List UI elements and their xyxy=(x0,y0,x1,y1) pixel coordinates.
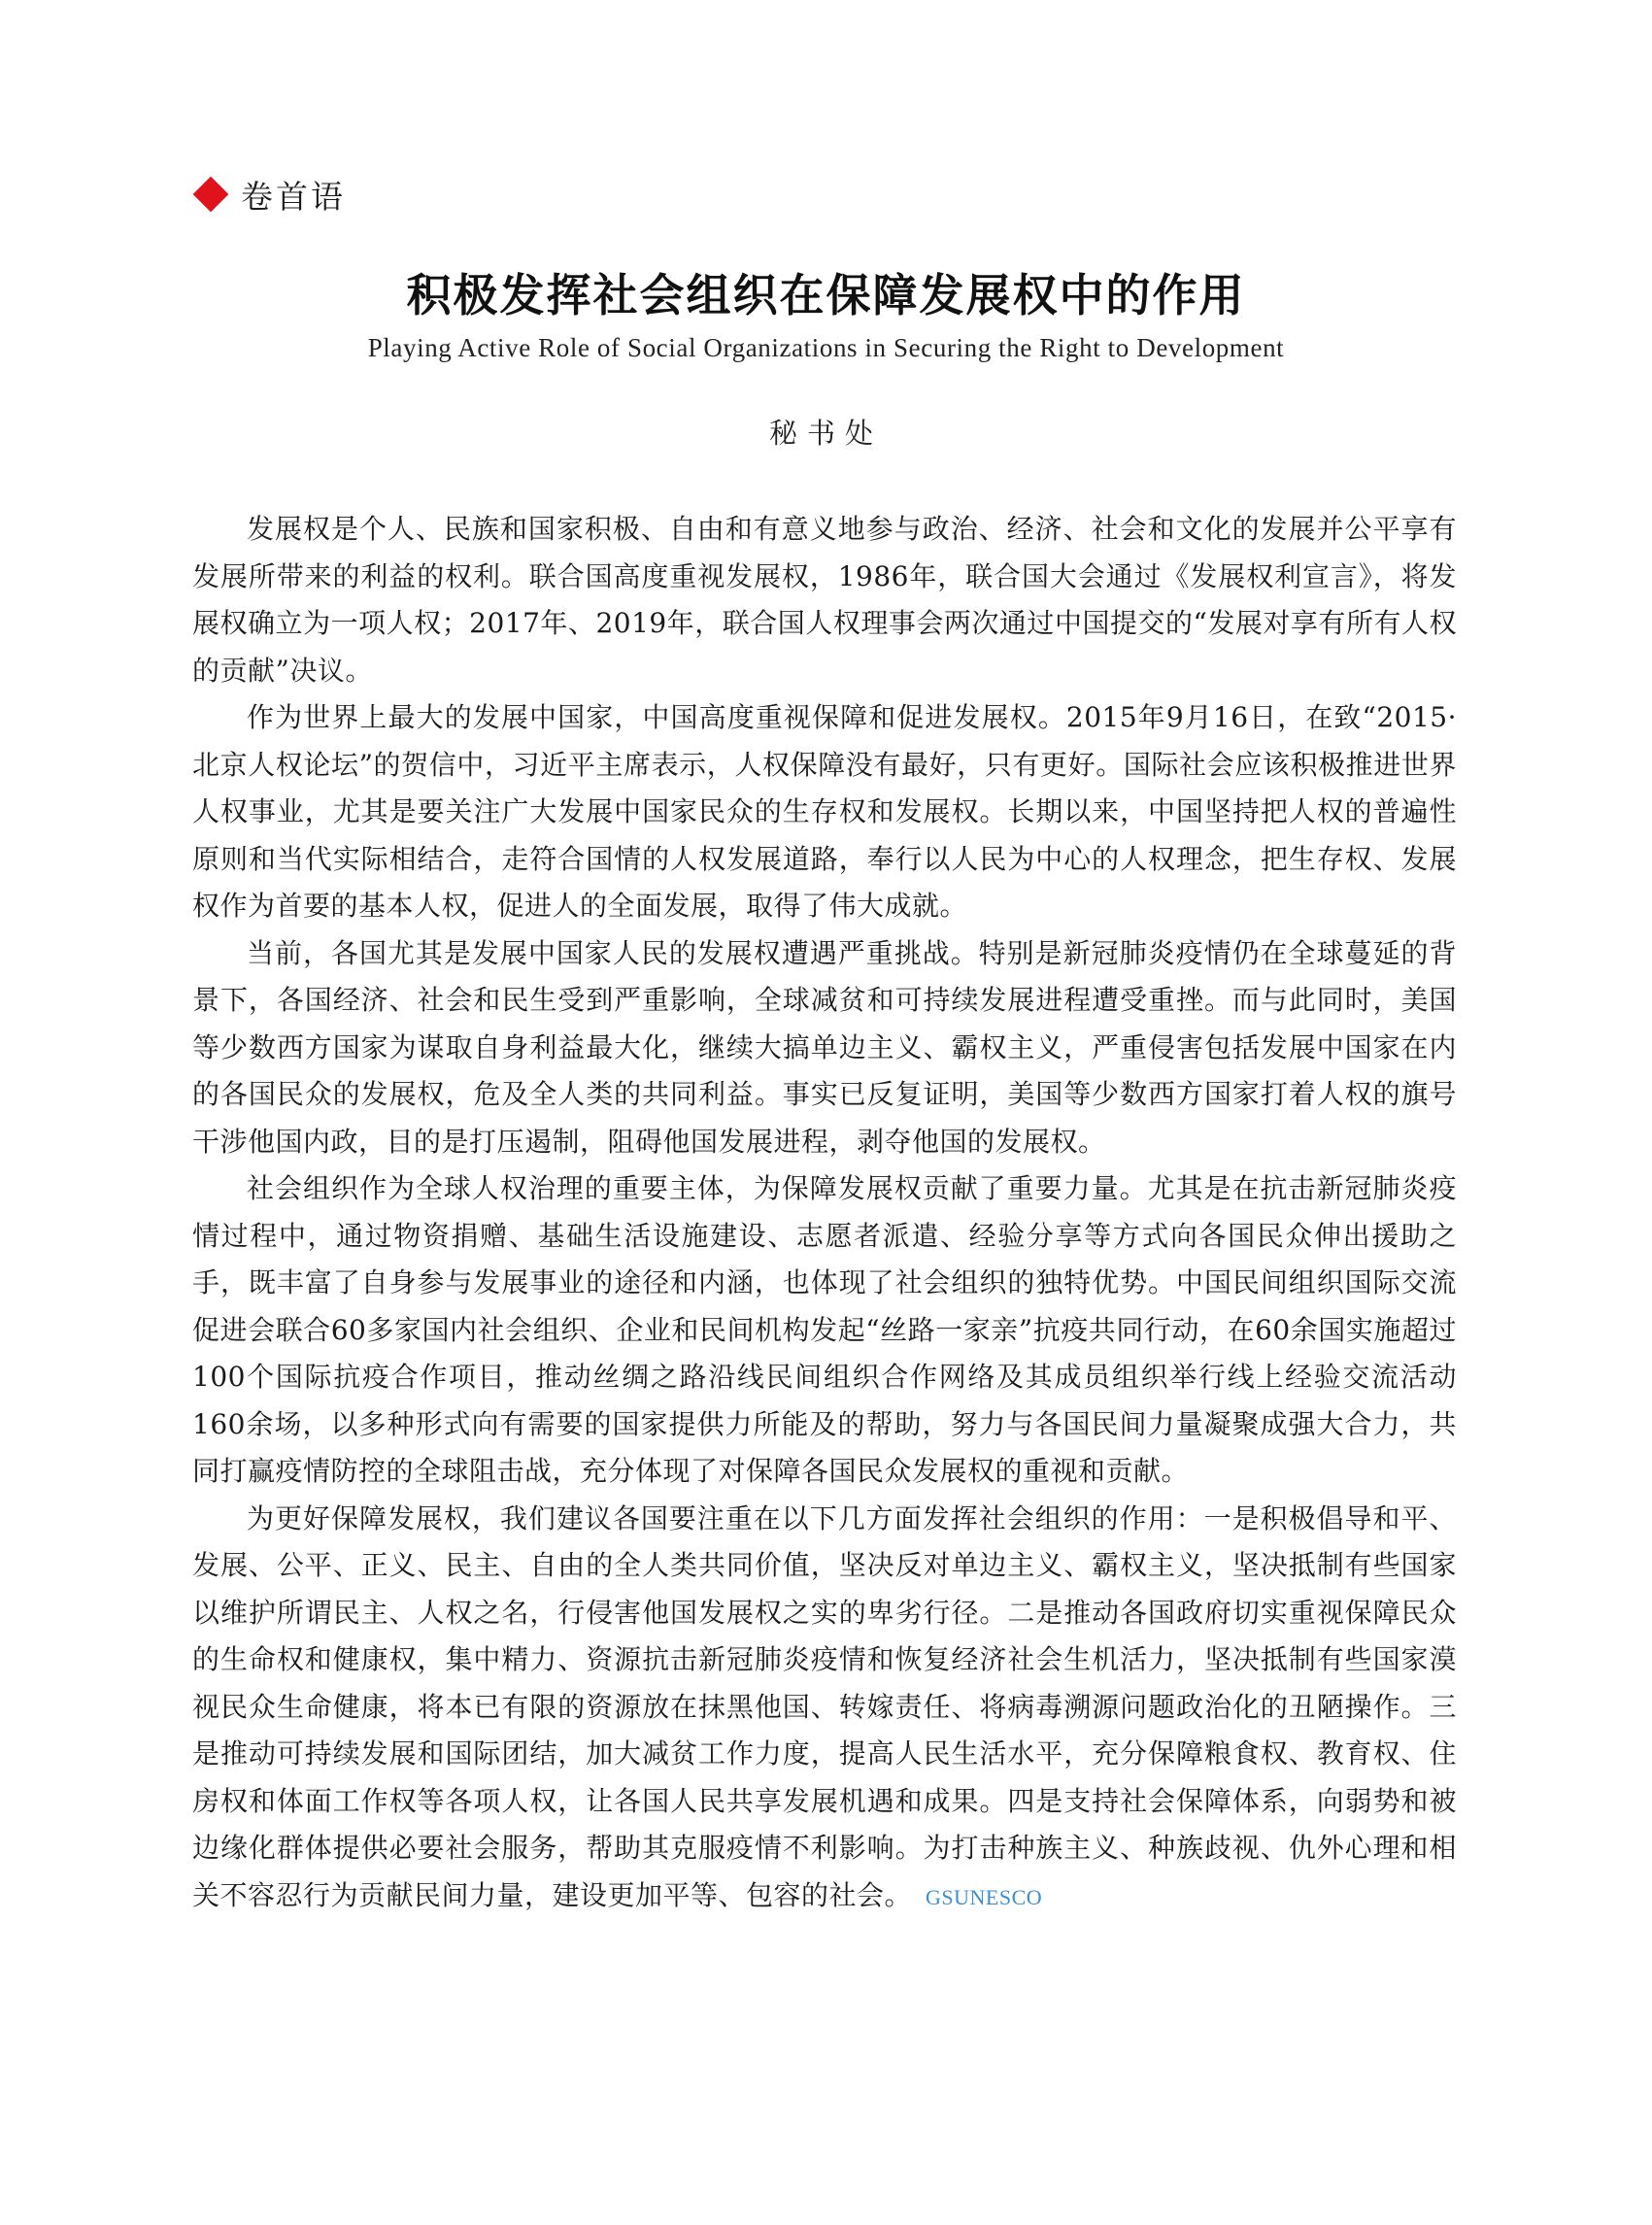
paragraph-text: 为更好保障发展权，我们建议各国要注重在以下几方面发挥社会组织的作用：一是积极倡导和平、发展、公平、正义、民主、自由的全人类共同价值，坚决反对单边主义、霸权主义，坚决抵制有些国家以维护所谓民主、人权之名，行侵害他国发展权之实的卑劣行径。二是推动各国政府切实重视保障民众的生命权和健康权，集中精力、资源抗击新冠肺炎疫情和恢复经济社会生机活力，坚决抵制有些国家漠视民众生命健康，将本已有限的资源放在抹黑他国、转嫁责任、将病毒溯源问题政治化的丑陋操作。三是推动可持续发展和国际团结，加大减贫工作力度，提高人民生活水平，充分保障粮食权、教育权、住房权和体面工作权等各项人权，让各国人民共享发展机遇和成果。四是支持社会保障体系，向弱势和被边缘化群体提供必要社会服务，帮助其克服疫情不利影响。为打击种族主义、种族歧视、仇外心理和相关不容忍行为贡献民间力量，建设更加平等、包容的社会。 xyxy=(192,1501,1457,1911)
paragraph: 作为世界上最大的发展中国家，中国高度重视保障和促进发展权。2015年9月16日，在致“2015·北京人权论坛”的贺信中，习近平主席表示，人权保障没有最好，只有更好。国际社会应该积极推进世界人权事业，尤其是要关注广大发展中国家民众的生存权和发展权。长期以来，中国坚持把人权的普遍性原则和当代实际相结合，走符合国情的人权发展道路，奉行以人民为中心的人权理念，把生存权、发展权作为首要的基本人权，促进人的全面发展，取得了伟大成就。 xyxy=(192,701,1457,922)
source-tag: GSUNESCO xyxy=(926,1884,1043,1909)
diamond-icon xyxy=(193,177,229,213)
article-title: 积极发挥社会组织在保障发展权中的作用 xyxy=(406,269,1246,321)
article-body xyxy=(192,506,1457,1921)
article-subtitle-english: Playing Active Role of Social Organizations in Securing the Right to Development xyxy=(367,333,1285,362)
paragraph: 当前，各国尤其是发展中国家人民的发展权遭遇严重挑战。特别是新冠肺炎疫情仍在全球蔓延的背景下，各国经济、社会和民生受到严重影响，全球减贫和可持续发展进程遭受重挫。而与此同时，美国等少数西方国家为谋取自身利益最大化，继续大搞单边主义、霸权主义，严重侵害包括发展中国家在内的各国民众的发展权，危及全人类的共同利益。事实已反复证明，美国等少数西方国家打着人权的旗号干涉他国内政，目的是打压遏制，阻碍他国发展进程，剥夺他国的发展权。 xyxy=(192,936,1457,1158)
paragraph: 社会组织作为全球人权治理的重要主体，为保障发展权贡献了重要力量。尤其是在抗击新冠肺炎疫情过程中，通过物资捐赠、基础生活设施建设、志愿者派遣、经验分享等方式向各国民众伸出援助之手，既丰富了自身参与发展事业的途径和内涵，也体现了社会组织的独特优势。中国民间组织国际交流促进会联合60多家国内社会组织、企业和民间机构发起“丝路一家亲”抗疫共同行动，在60余国实施超过100个国际抗疫合作项目，推动丝绸之路沿线民间组织合作网络及其成员组织举行线上经验交流活动160余场，以多种形式向有需要的国家提供力所能及的帮助，努力与各国民间力量凝聚成强大合力，共同打赢疫情防控的全球阻击战，充分体现了对保障各国民众发展权的重视和贡献。 xyxy=(192,1172,1457,1487)
section-header xyxy=(192,167,346,221)
section-label: 卷首语 xyxy=(241,177,346,216)
paragraph: 发展权是个人、民族和国家积极、自由和有意义地参与政治、经济、社会和文化的发展并公平享有发展所带来的利益的权利。联合国高度重视发展权，1986年，联合国大会通过《发展权利宣言》，将发展权确立为一项人权；2017年、2019年，联合国人权理事会两次通过中国提交的“发展对享有所有人权的贡献”决议。 xyxy=(192,513,1457,687)
paragraph-last xyxy=(192,1496,1457,1922)
article-author: 秘书处 xyxy=(768,417,883,450)
